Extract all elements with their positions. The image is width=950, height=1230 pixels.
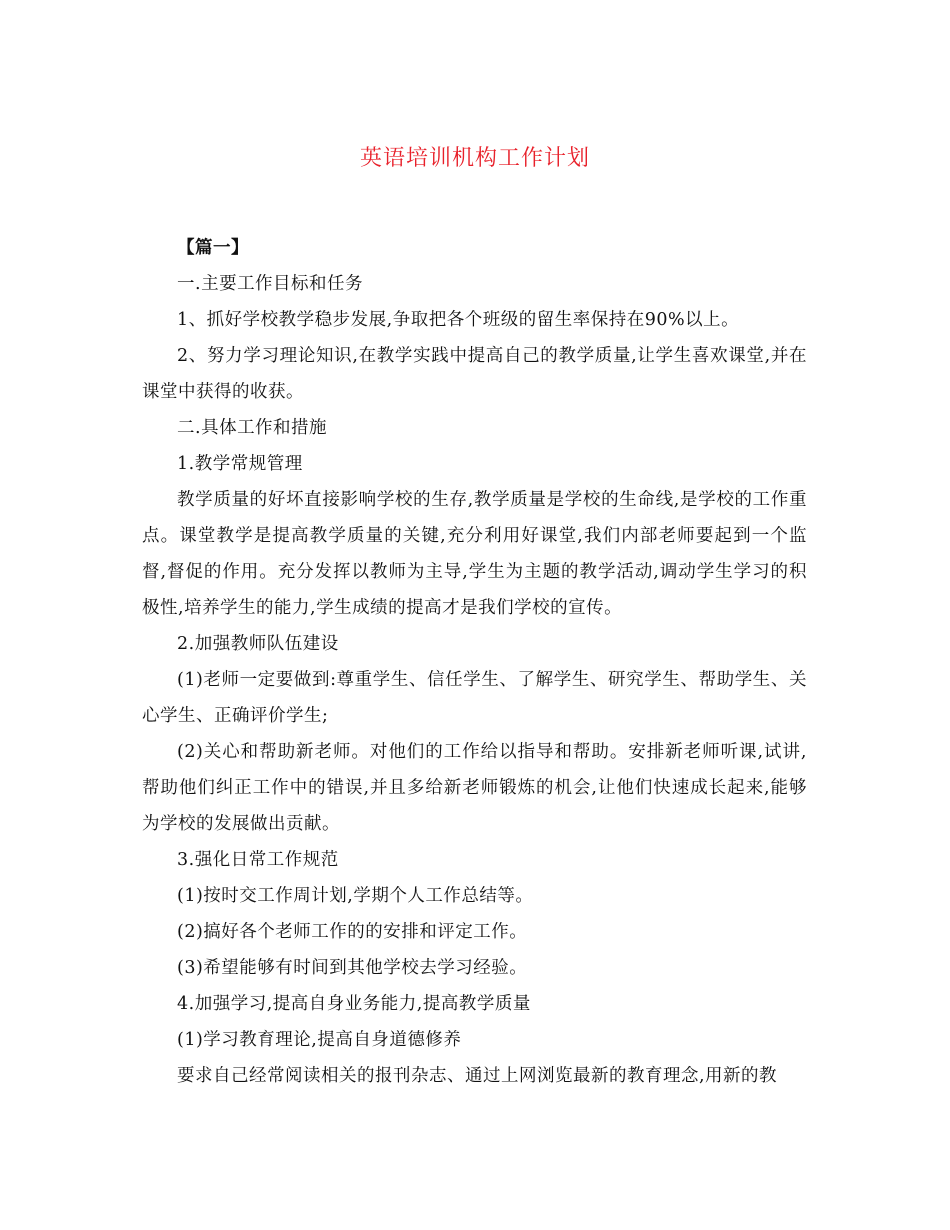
subheading-daily-work: 3.强化日常工作规范: [177, 850, 339, 870]
paragraph-daily-item-2: (2)搞好各个老师工作的的安排和评定工作。: [177, 922, 528, 942]
document-title: 英语培训机构工作计划: [359, 146, 590, 171]
section-label: 【篇一】: [177, 238, 249, 258]
paragraph-goal-2: 2、努力学习理论知识,在教学实践中提高自己的教学质量,让学生喜欢课堂,并在课堂中获得的收获。: [142, 346, 807, 402]
heading-main-goals: 一.主要工作目标和任务: [177, 274, 364, 294]
paragraph-teacher-item-1: (1)老师一定要做到:尊重学生、信任学生、了解学生、研究学生、帮助学生、关心学生、正确评价学生;: [142, 670, 807, 726]
subheading-study: 4.加强学习,提高自身业务能力,提高教学质量: [177, 994, 531, 1014]
paragraph-daily-item-1: (1)按时交工作周计划,学期个人工作总结等。: [177, 886, 534, 906]
paragraph-teaching-quality: 教学质量的好坏直接影响学校的生存,教学质量是学校的生命线,是学校的工作重点。课堂教学是提高教学质量的关键,充分利用好课堂,我们内部老师要起到一个监督,督促的作用。充分发挥以教师为主导,学生为主题的教学活动,调动学生学习的积极性,培养学生的能力,学生成绩的提高才是我们学校的宣传。: [142, 490, 807, 618]
heading-measures: 二.具体工作和措施: [177, 418, 328, 438]
paragraph-teacher-item-2: (2)关心和帮助新老师。对他们的工作给以指导和帮助。安排新老师听课,试讲,帮助他们纠正工作中的错误,并且多给新老师锻炼的机会,让他们快速成长起来,能够为学校的发展做出贡献。: [142, 742, 807, 834]
document-body: [142, 230, 807, 1094]
subheading-teaching-management: 1.教学常规管理: [177, 454, 303, 474]
paragraph-study-item-1: (1)学习教育理论,提高自身道德修养: [177, 1030, 462, 1050]
subheading-teacher-team: 2.加强教师队伍建设: [177, 634, 339, 654]
paragraph-study-detail: 要求自己经常阅读相关的报刊杂志、通过上网浏览最新的教育理念,用新的教: [177, 1066, 778, 1086]
paragraph-daily-item-3: (3)希望能够有时间到其他学校去学习经验。: [177, 958, 528, 978]
paragraph-goal-1: 1、抓好学校教学稳步发展,争取把各个班级的留生率保持在90%以上。: [177, 310, 740, 330]
